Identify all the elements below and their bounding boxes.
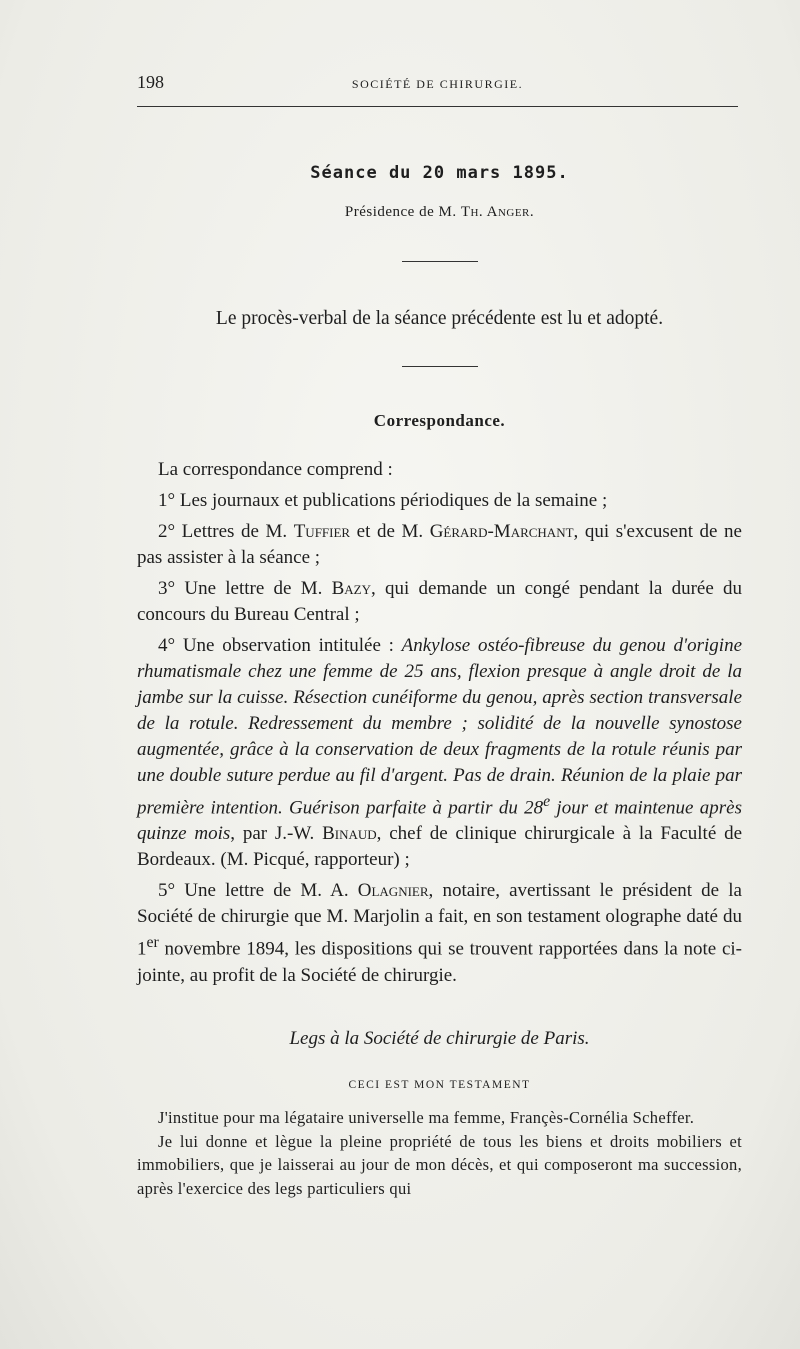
correspondance-item-5 [137,878,742,988]
running-title: SOCIÉTÉ DE CHIRURGIE. [351,77,524,91]
section-divider-2 [402,366,478,367]
item-5-text: , notaire, avertissant le président de la Société de chirurgie que M. Marjolin a fait, en son testament olographe daté du 1 [137,880,742,960]
author-name: Bazy [331,578,371,599]
item-5-text: novembre 1894, les dispositions qui se trouvent rapportées dans la note ci-jointe, au profit de la Société de chirurgie. [137,938,742,986]
correspondance-item-4 [137,633,742,873]
author-name: Olagnier [357,880,429,902]
testament-paragraph-1: J'institue pour ma légataire universelle ma femme, Françès-Cornélia Scheffer. [158,1108,695,1127]
observation-title: Ankylose ostéo-fibreuse du genou d'origine rhumatismale chez une femme de 25 ans, flexion presque à angle droit de la jambe sur la cuisse. Résection cunéiforme du genou, après section transversale de la rotule. Redressement du membre ; solidité de la nouvelle synostose augmentée, grâce à la conservation de deux fragments de la rotule réunis par une double suture perdue au fil d'argent. Pas de drain. Réunion de la plaie par première intention. Guérison parfaite à partir du 28 [137,635,742,819]
correspondance-item-1: 1° Les journaux et publications périodiques de la semaine ; [158,490,608,511]
testament-text [137,1106,742,1200]
author-name: Binaud [322,823,377,845]
author-name: Gérard-Marchant [429,521,574,542]
item-5-text: 5° Une lettre de M. A. [158,880,358,902]
presidence-suffix: . [529,204,535,220]
page-number: 198 [137,72,164,92]
seance-title: Séance du 20 mars 1895. [310,163,569,183]
correspondance-item-2 [137,519,742,571]
item-3-text: 3° Une lettre de M. [158,578,332,599]
item-2-text: , qui s'excusent de ne pas assister à la séance ; [137,521,742,568]
observation-title-end: jour et maintenue après quinze mois [137,797,742,845]
item-2-text: et de M. [350,521,430,542]
proces-verbal-line: Le procès-verbal de la séance précédente est lu et adopté. [215,308,664,329]
correspondance-item-3 [137,576,742,628]
header-rule [137,106,738,107]
testament-paragraph-2: Je lui donne et lègue la pleine propriété de tous les biens et droits mobiliers et immobiliers, que je laisserai au jour de mon décès, et qui composeront ma succession, après l'exercice des legs particuliers qui [137,1131,742,1198]
president-name: Th. Anger [460,204,530,220]
correspondance-body [137,457,742,994]
page-header [137,72,738,100]
ceci-heading: CECI EST MON TESTAMENT [348,1079,531,1091]
item-3-text: , qui demande un congé pendant la durée du concours du Bureau Central ; [137,578,743,625]
item-4-text: 4° Une observation intitulée : [158,635,402,656]
section-divider-1 [402,261,478,262]
author-name: Tuffier [293,521,351,542]
correspondance-intro: La correspondance comprend : [158,459,393,480]
superscript: e [543,793,551,810]
legs-title: Legs à la Société de chirurgie de Paris. [289,1028,590,1049]
presidence-line [137,204,742,221]
presidence-prefix: Présidence de M. [344,204,461,220]
item-2-text: 2° Lettres de M. [158,521,294,542]
item-4-text: , chef de clinique chirurgicale à la Faculté de Bordeaux. (M. Picqué, rapporteur) ; [137,823,742,871]
item-4-text: , par J.-W. [230,823,323,845]
correspondance-heading: Correspondance. [373,411,506,430]
superscript: er [146,934,159,952]
